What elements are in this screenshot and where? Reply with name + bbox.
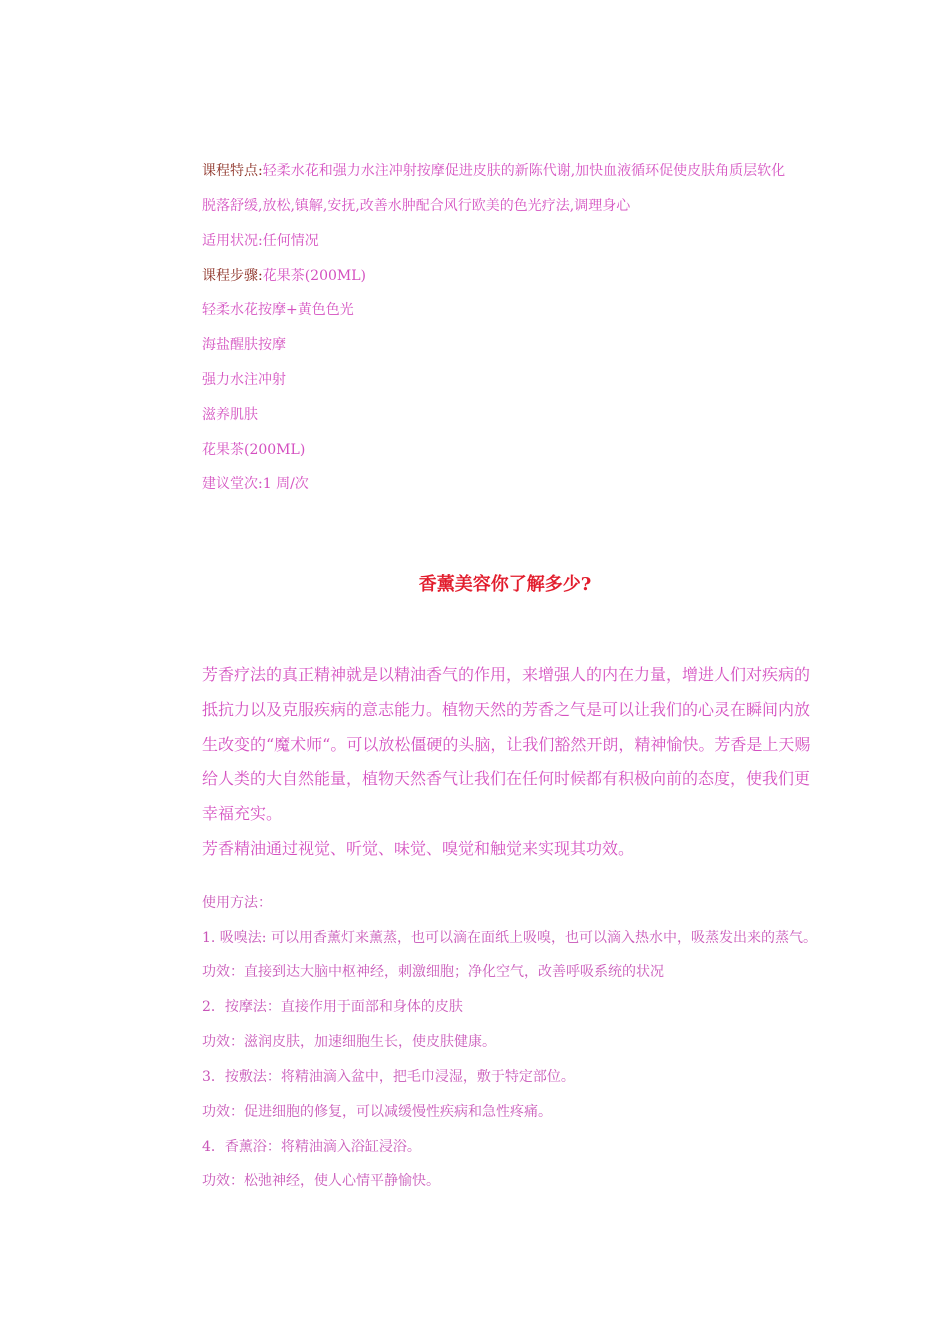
course-features-text: 轻柔水花和强力水注冲射按摩促进皮肤的新陈代谢,加快血液循环促使皮肤角质层软化 xyxy=(262,163,786,179)
course-steps-label: 课程步骤: xyxy=(202,268,263,284)
paragraph-line: 芳香精油通过视觉、听觉、味觉、嗅觉和触觉来实现其功效。 xyxy=(202,838,635,858)
paragraph-line: 幸福充实。 xyxy=(202,804,283,824)
article-title: 香薰美容你了解多少? xyxy=(418,574,592,595)
article-paragraph xyxy=(202,658,811,867)
paragraph-line: 生改变的“魔术师“。可以放松僵硬的头脑，让我们豁然开朗，精神愉快。芳香是上天赐 xyxy=(202,734,811,754)
course-step: 滋养肌肤 xyxy=(202,407,258,423)
course-step: 强力水注冲射 xyxy=(202,372,286,388)
usage-item: 功效：促进细胞的修复，可以减缓慢性疾病和急性疼痛。 xyxy=(202,1104,552,1120)
course-step: 花果茶(200ML) xyxy=(202,442,306,458)
course-suitable: 适用状况:任何情况 xyxy=(202,233,319,249)
paragraph-line: 抵抗力以及克服疾病的意志能力。植物天然的芳香之气是可以让我们的心灵在瞬间内放 xyxy=(202,699,811,719)
course-frequency: 建议堂次:1 周/次 xyxy=(202,476,309,492)
usage-item: 功效：滋润皮肤，加速细胞生长，使皮肤健康。 xyxy=(202,1034,496,1050)
usage-item: 2．按摩法：直接作用于面部和身体的皮肤 xyxy=(202,999,463,1015)
course-step: 海盐醒肤按摩 xyxy=(202,337,286,353)
course-steps xyxy=(202,266,366,286)
usage-item: 功效：松弛神经，使人心情平静愉快。 xyxy=(202,1173,440,1189)
usage-item: 1. 吸嗅法: 可以用香薰灯来薰蒸，也可以滴在面纸上吸嗅，也可以滴入热水中，吸蒸发出来的蒸气。 xyxy=(202,930,817,946)
usage-title: 使用方法： xyxy=(202,895,272,911)
course-features xyxy=(202,161,785,181)
course-features-label: 课程特点: xyxy=(202,163,263,179)
course-step: 轻柔水花按摩+黄色色光 xyxy=(202,302,354,318)
usage-item: 4．香薰浴：将精油滴入浴缸浸浴。 xyxy=(202,1139,421,1155)
course-step-first: 花果茶(200ML) xyxy=(262,268,366,284)
paragraph-line: 给人类的大自然能量，植物天然香气让我们在任何时候都有积极向前的态度，使我们更 xyxy=(202,769,811,789)
usage-item: 3．按敷法：将精油滴入盆中，把毛巾浸湿，敷于特定部位。 xyxy=(202,1069,575,1085)
course-features-continued: 脱落舒缓,放松,镇解,安抚,改善水肿配合风行欧美的色光疗法,调理身心 xyxy=(202,198,631,214)
paragraph-line: 芳香疗法的真正精神就是以精油香气的作用，来增强人的内在力量，增进人们对疾病的 xyxy=(202,665,811,684)
usage-item: 功效：直接到达大脑中枢神经，刺激细胞；净化空气，改善呼吸系统的状况 xyxy=(202,964,664,980)
